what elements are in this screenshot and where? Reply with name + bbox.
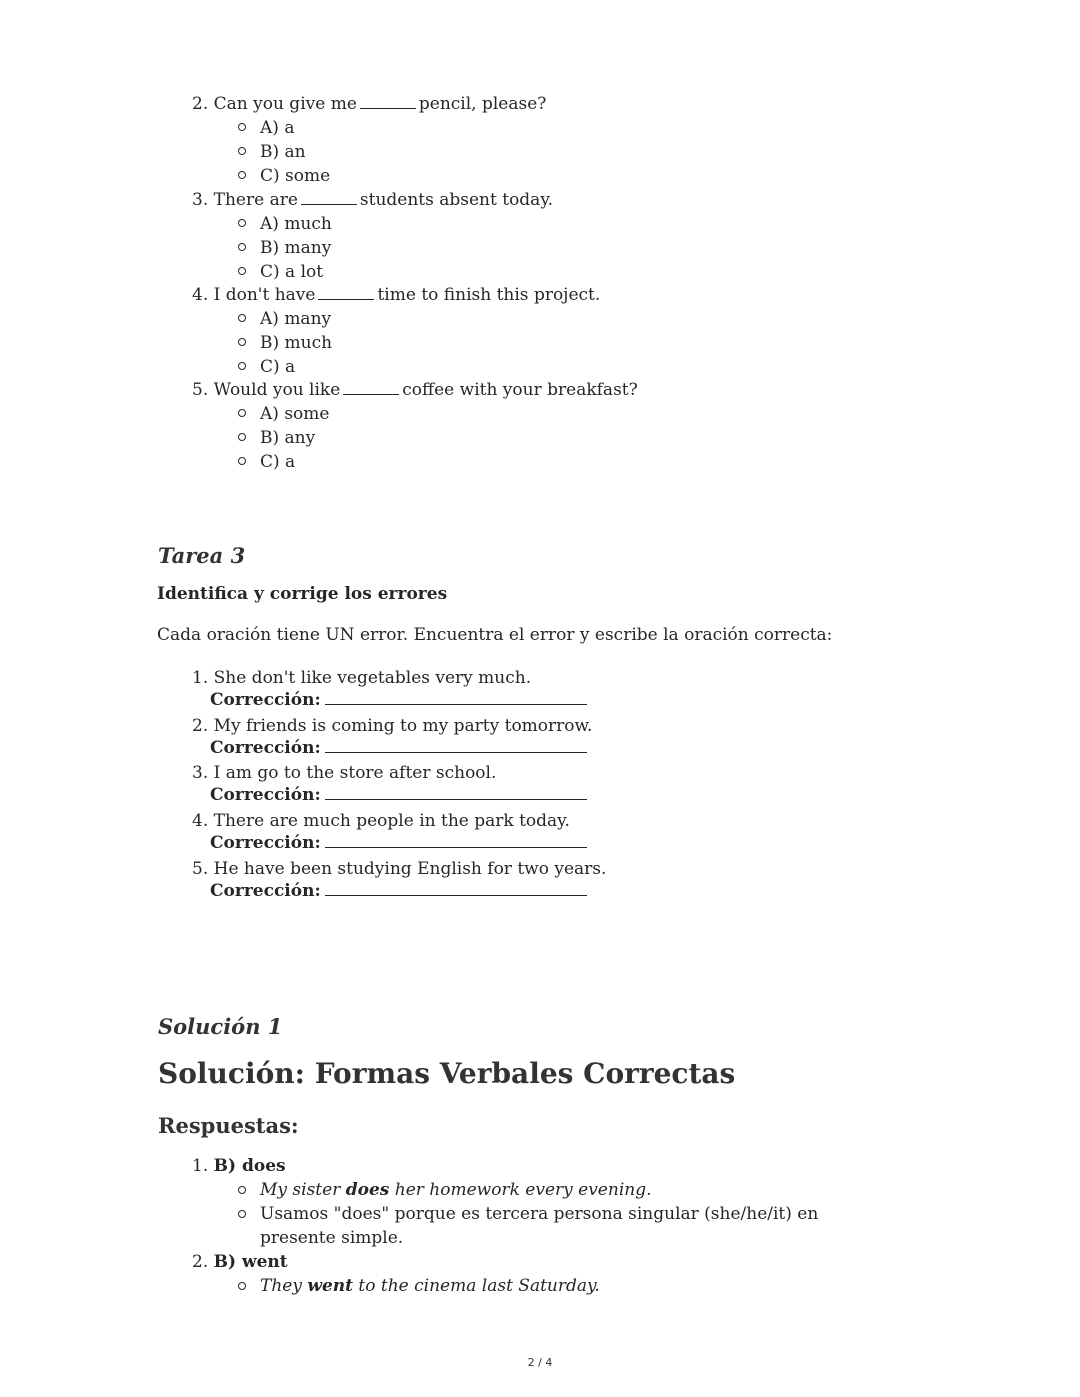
correction-line: Corrección:: [210, 881, 587, 901]
option: A) many: [238, 307, 331, 331]
answer-item: 1. B) does: [192, 1156, 286, 1176]
answer-item: 2. B) went: [192, 1252, 288, 1272]
solution-label: Solución 1: [158, 1014, 283, 1039]
circle-bullet-icon: [238, 338, 246, 346]
option: C) a: [238, 355, 295, 379]
correction-line: Corrección:: [210, 690, 587, 710]
option: B) an: [238, 140, 306, 164]
answer-blank: [318, 285, 374, 300]
example-sentence: My sister does her homework every evening.: [238, 1178, 878, 1202]
option: B) many: [238, 236, 331, 260]
question-5: 5. Would you like coffee with your breakfast?: [192, 380, 638, 400]
circle-bullet-icon: [238, 314, 246, 322]
circle-bullet-icon: [238, 171, 246, 179]
page-number: 2 / 4: [527, 1356, 553, 1369]
answer-blank: [301, 190, 357, 205]
option: C) some: [238, 164, 330, 188]
option: B) much: [238, 331, 332, 355]
section-title: Tarea 3: [158, 543, 246, 568]
answer-blank: [360, 94, 416, 109]
correction-line: Corrección:: [210, 785, 587, 805]
answer-blank: [325, 690, 587, 705]
answers-heading: Respuestas:: [158, 1113, 299, 1138]
circle-bullet-icon: [238, 362, 246, 370]
option: A) some: [238, 402, 329, 426]
error-item: 5. He have been studying English for two years.: [192, 859, 607, 879]
option: A) much: [238, 212, 332, 236]
answer-blank: [325, 785, 587, 800]
example-sentence: They went to the cinema last Saturday.: [238, 1274, 878, 1298]
answer-blank: [325, 738, 587, 753]
circle-bullet-icon: [238, 267, 246, 275]
answer-blank: [343, 380, 399, 395]
option: A) a: [238, 116, 294, 140]
question-2: 2. Can you give me pencil, please?: [192, 94, 547, 114]
circle-bullet-icon: [238, 457, 246, 465]
circle-bullet-icon: [238, 243, 246, 251]
circle-bullet-icon: [238, 1186, 246, 1194]
answer-blank: [325, 833, 587, 848]
solution-title: Solución: Formas Verbales Correctas: [158, 1057, 736, 1090]
option: C) a: [238, 450, 295, 474]
explanation-note: Usamos "does" porque es tercera persona singular (she/he/it) en presente simple.: [238, 1202, 878, 1250]
circle-bullet-icon: [238, 219, 246, 227]
instructions: Cada oración tiene UN error. Encuentra el error y escribe la oración correcta:: [157, 625, 833, 645]
circle-bullet-icon: [238, 409, 246, 417]
question-4: 4. I don't have time to finish this project.: [192, 285, 601, 305]
error-item: 4. There are much people in the park today.: [192, 811, 570, 831]
circle-bullet-icon: [238, 433, 246, 441]
error-item: 2. My friends is coming to my party tomorrow.: [192, 716, 593, 736]
circle-bullet-icon: [238, 1282, 246, 1290]
circle-bullet-icon: [238, 123, 246, 131]
error-item: 3. I am go to the store after school.: [192, 763, 497, 783]
circle-bullet-icon: [238, 1210, 246, 1218]
option: C) a lot: [238, 260, 323, 284]
question-3: 3. There are students absent today.: [192, 190, 554, 210]
section-subtitle: Identifica y corrige los errores: [157, 584, 448, 604]
circle-bullet-icon: [238, 147, 246, 155]
correction-line: Corrección:: [210, 833, 587, 853]
option: B) any: [238, 426, 315, 450]
error-item: 1. She don't like vegetables very much.: [192, 668, 532, 688]
correction-line: Corrección:: [210, 738, 587, 758]
answer-blank: [325, 881, 587, 896]
